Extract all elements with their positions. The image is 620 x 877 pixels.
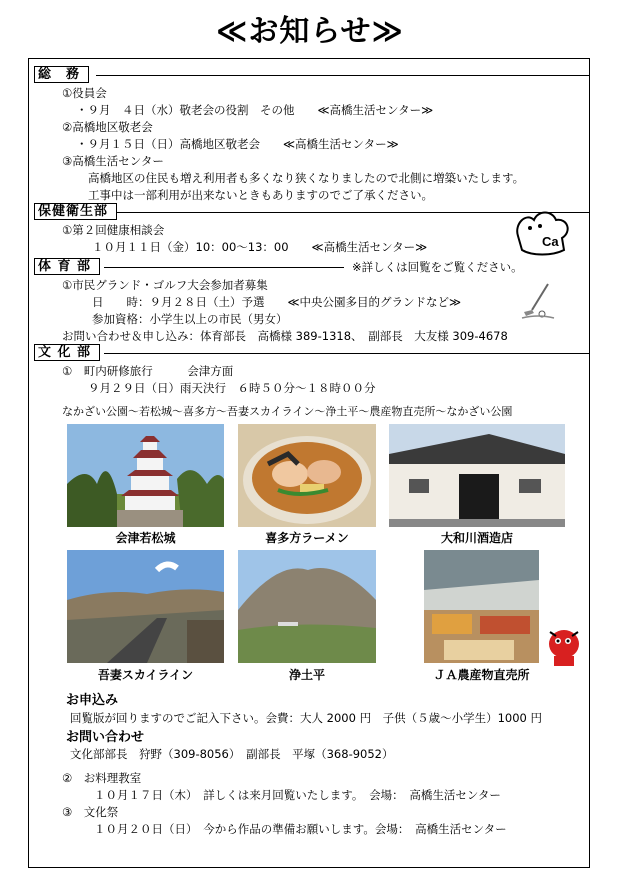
photo-caption: 浄土平 [288,668,325,682]
photo-ja-market [424,550,539,663]
page-title: ≪お知らせ≫ [216,14,404,49]
note-text: ※詳しくは回覧をご覧ください。 [352,260,523,274]
contact-text: お問い合わせ＆申し込み：体育部長 高橋様 389-1318、 副部長 大友様 309-4678 [62,329,508,343]
photo-azuma-skyline [67,550,224,663]
inquiry-heading: お問い合わせ [66,730,145,745]
section-heading-hoken: 保健衛生部 [34,204,117,220]
list-item: ①第２回健康相談会 [62,223,165,237]
section-heading-somu: 総 務 [34,67,89,83]
photo-caption: 吾妻スカイライン [97,668,194,682]
list-item: ③高橋生活センター [62,154,164,168]
list-item: ① 町内研修旅行 会津方面 [62,364,234,378]
list-item-detail: 参加資格：小学生以上の市民（男女） [92,312,288,326]
photo-caption: 会津若松城 [115,531,176,545]
section-heading-bunka: 文 化 部 [34,345,100,361]
list-item-detail: 工事中は一部利用が出来ないときもありますのでご了承ください。 [88,188,433,202]
list-item-detail: １０月２０日（日） 今から作品の準備お願いします。会場： 高橋生活センター [94,822,507,836]
list-item: ①市民グランド・ゴルフ大会参加者募集 [62,278,268,292]
divider [96,75,589,76]
photo-caption: 喜多方ラーメン [265,531,349,545]
list-item: ② お料理教室 [62,771,142,785]
route-text: なかざい公園～若松城～喜多方～吾妻スカイライン～浄土平～農産物直売所～なかざい公園 [62,405,513,418]
list-item-detail: 日 時：９月２８日（土）予選 ≪中央公園多目的グランドなど≫ [92,295,462,309]
list-item: ①役員会 [62,86,107,100]
list-item-detail: １０月１１日（金）10：00～13：00 ≪高橋生活センター≫ [92,240,428,254]
svg-text:Ca: Ca [542,234,559,249]
list-item-detail: 高橋地区の住民も増え利用者も多くなり狭くなりましたので北側に増築いたします。 [88,171,525,185]
photo-aizu-castle [67,424,224,527]
section-heading-taiiku: 体 育 部 [34,259,100,275]
apply-text: 回覧版が回りますのでご記入下さい。会費：大人 2000 円 子供（５歳～小学生）1000 円 [70,711,542,725]
photo-caption: 大和川酒造店 [440,531,513,545]
photo-kitakata-ramen [238,424,376,527]
list-item-detail: １０月１７日（木） 詳しくは来月回覧いたします。 会場： 高橋生活センター [94,788,501,802]
photo-caption: ＪＡ農産物直売所 [433,668,530,682]
divider [104,267,344,268]
photo-yamatogawa-brewery [389,424,565,527]
divider [104,353,589,354]
inquiry-text: 文化部部長 狩野（309-8056） 副部長 平塚（368-9052） [70,747,394,761]
list-item: ②高橋地区敬老会 [62,120,153,134]
list-item: ③ 文化祭 [62,805,119,819]
list-item-detail: ・９月 ４日（水）敬老会の役割 その他 ≪高橋生活センター≫ [76,103,434,117]
list-item-detail: ９月２９日（日）雨天決行 ６時５０分～１８時００分 [88,381,376,395]
apply-heading: お申込み [66,693,119,708]
akabeko-mascot-icon [546,624,582,668]
golf-club-icon [520,282,556,320]
list-item-detail: ・９月１５日（日）高橋地区敬老会 ≪高橋生活センター≫ [76,137,399,151]
calcium-mascot-icon [512,206,574,258]
photo-jododaira [238,550,376,663]
